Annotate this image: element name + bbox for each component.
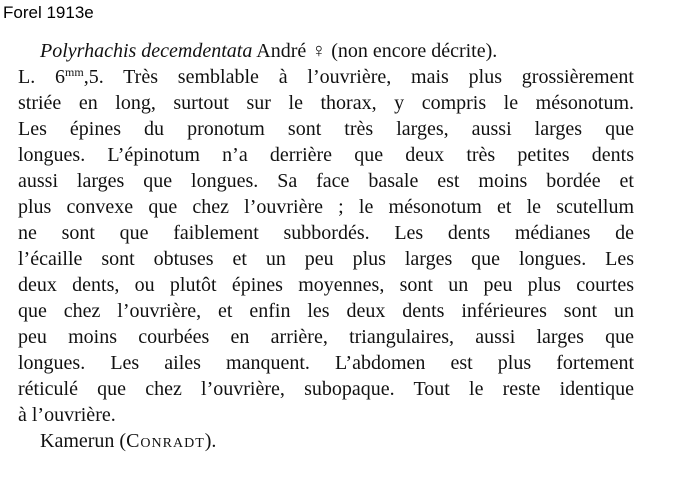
locality-collector: Conradt — [126, 430, 205, 452]
species-description — [18, 38, 634, 454]
description-line-10: deux dents, ou plutôt épines moyennes, sont un peu plus courtes — [18, 274, 634, 296]
size-unit: mm — [65, 65, 84, 79]
description-line-15: à l’ouvrière. — [18, 404, 116, 426]
size-suffix: ,5. Très semblable à l’ouvrière, mais plus grossièrement — [83, 66, 634, 88]
description-line-1 — [18, 38, 634, 64]
description-line-2 — [18, 64, 634, 90]
size-prefix: L. 6 — [18, 66, 66, 88]
description-line-5: longues. L’épinotum n’a derrière que deux très petites dents — [18, 144, 634, 166]
description-line-3: striée en long, surtout sur le thorax, y compris le mésonotum. — [18, 92, 634, 114]
description-line-12: peu moins courbées en arrière, triangulaires, aussi larges que — [18, 326, 634, 348]
species-name: Polyrhachis decemdentata — [40, 40, 253, 62]
description-line-4: Les épines du pronotum sont très larges, aussi larges que — [18, 118, 634, 140]
description-line-14: réticulé que chez l’ouvrière, subopaque. Tout le reste identique — [18, 378, 634, 400]
document-header: Forel 1913e — [3, 3, 94, 22]
description-line-9: l’écaille sont obtuses et un peu plus larges que longues. Les — [18, 248, 634, 270]
description-line-8: ne sont que faiblement subbordés. Les dents médianes de — [18, 222, 634, 244]
species-author: André ♀ (non encore décrite). — [256, 40, 498, 62]
description-line-7: plus convexe que chez l’ouvrière ; le mésonotum et le scutellum — [18, 196, 634, 218]
locality-line: Kamerun (Conradt). — [40, 430, 217, 452]
locality-place: Kamerun — [40, 430, 115, 452]
description-line-13: longues. Les ailes manquent. L’abdomen est plus fortement — [18, 352, 634, 374]
description-line-11: que chez l’ouvrière, et enfin les deux dents inférieures sont un — [18, 300, 634, 322]
description-line-6: aussi larges que longues. Sa face basale est moins bordée et — [18, 170, 634, 192]
